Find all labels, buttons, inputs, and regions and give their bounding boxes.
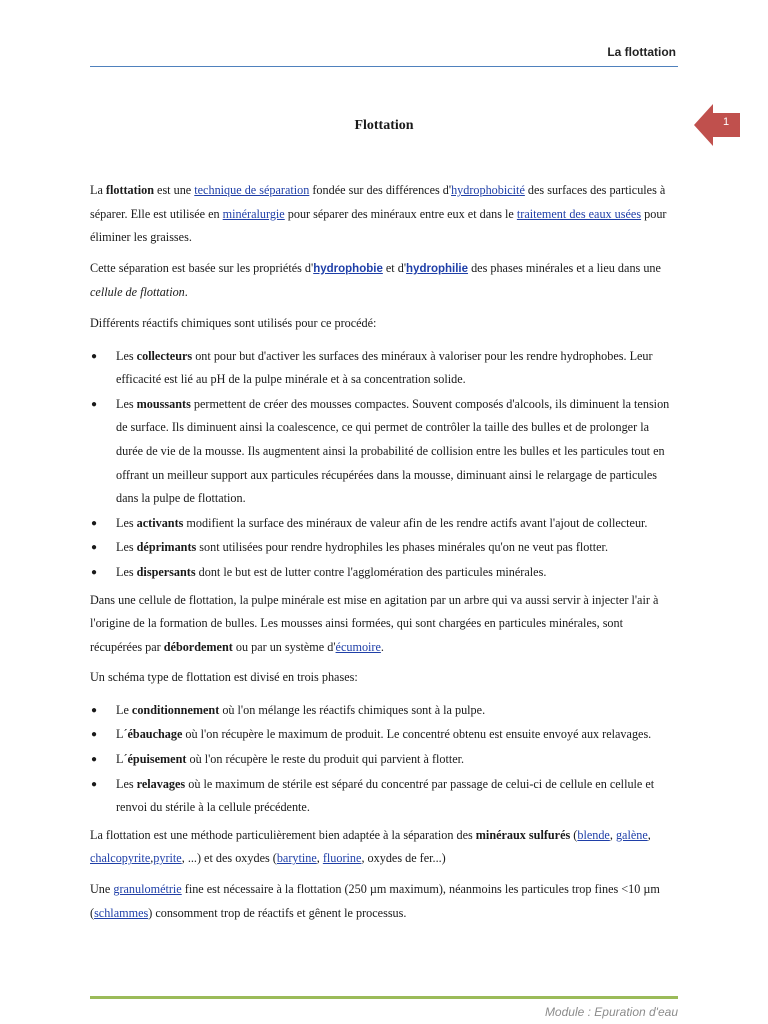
link-galene[interactable]: galène: [615, 827, 648, 842]
bullet-icon: ●: [91, 398, 98, 410]
link-hydrophobie[interactable]: hydrophobie: [313, 262, 383, 275]
link-pyrite[interactable]: pyrite: [153, 851, 182, 866]
reactif-item: ● Les activants modifient la surface des minéraux de valeur afin de les rendre actifs avant l'ajout de collecteur.: [90, 512, 678, 536]
page-number: 1: [722, 116, 730, 128]
phase-item: ● Les relavages où le maximum de stérile est séparé du concentré par passage de celui-ci de cellule en cellule et renvoi du stérile à la cellule précédente.: [90, 773, 678, 820]
link-traitement-eaux-usees[interactable]: traitement des eaux usées: [516, 206, 642, 221]
link-fluorine[interactable]: fluorine: [322, 851, 362, 866]
link-blende[interactable]: blende: [577, 827, 610, 842]
phase-item: ● L´épuisement où l'on récupère le reste du produit qui parvient à flotter.: [90, 748, 678, 772]
bullet-icon: ●: [91, 704, 98, 716]
bullet-icon: ●: [91, 517, 98, 529]
reactif-item: ● Les moussants permettent de créer des mousses compactes. Souvent composés d'alcools, ils diminuent la tension de surface. Ils diminuent ainsi la coalescence, ce qui permet de contrôler la taille des bulles et de prolonger la durée de vie de la mousse. Ils augmentent ainsi la probabilité de collision entre les bulles et les particules tout en offrant un meilleur support aux particules récupérées dans la mousse, diminuant ainsi le relargage de particules dans la pulpe de flottation.: [90, 393, 678, 511]
phase-item: ● L´ébauchage où l'on récupère le maximum de produit. Le concentré obtenu est ensuite envoyé aux relavages.: [90, 723, 678, 747]
bullet-icon: ●: [91, 754, 98, 766]
running-header: La flottation: [607, 45, 676, 59]
granulometrie-paragraph: Une granulométrie fine est nécessaire à la flottation (250 µm maximum), néanmoins les particules trop fines <10 µm (schlammes) consomment trop de réactifs et gênent le processus.: [90, 882, 660, 920]
mineraux-paragraph: La flottation est une méthode particulièrement bien adaptée à la séparation des minéraux sulfurés (blende, galène, chalcopyrite,pyrite, ...) et des oxydes (barytine, fluorine, oxydes de fer...): [90, 827, 651, 866]
phases-intro: Un schéma type de flottation est divisé en trois phases:: [90, 670, 358, 685]
cellule-paragraph: Dans une cellule de flottation, la pulpe minérale est mise en agitation par un arbre qui va aussi servir à injecter l'air à l'origine de la formation de bulles. Les mousses ainsi formées, qui sont chargées en particules minérales, sont récupérées par débordement ou par un système d'écumoire.: [90, 592, 659, 654]
phase-item: ● Le conditionnement où l'on mélange les réactifs chimiques sont à la pulpe.: [90, 699, 678, 723]
header-rule: [90, 66, 678, 67]
reactif-item: ● Les déprimants sont utilisées pour rendre hydrophiles les phases minérales qu'on ne veut pas flotter.: [90, 536, 678, 560]
footer-rule: [90, 996, 678, 999]
document-body: [90, 179, 678, 932]
bullet-icon: ●: [91, 350, 98, 362]
link-barytine[interactable]: barytine: [276, 851, 317, 866]
link-technique-separation[interactable]: technique de séparation: [194, 183, 310, 197]
link-ecumoire[interactable]: écumoire: [335, 639, 381, 654]
reactif-item: ● Les dispersants dont le but est de lutter contre l'agglomération des particules minérales.: [90, 561, 678, 585]
intro-paragraph: La flottation est une technique de séparation fondée sur des différences d'hydrophobicité des surfaces des particules à séparer. Elle est utilisée en minéralurgie pour séparer des minéraux entre eux et dans le traitement des eaux usées pour éliminer les graisses.: [90, 183, 667, 245]
reactifs-intro: Différents réactifs chimiques sont utilisés pour ce procédé:: [90, 315, 377, 330]
reactif-item: ● Les collecteurs ont pour but d'activer les surfaces des minéraux à valoriser pour les rendre hydrophobes. Leur efficacité est lié au pH de la pulpe minérale et à sa concentration solide.: [90, 345, 678, 392]
bullet-icon: ●: [91, 566, 98, 578]
link-granulometrie[interactable]: granulométrie: [113, 882, 182, 897]
bullet-icon: ●: [91, 729, 98, 741]
running-footer: Module : Epuration d'eau: [544, 1005, 678, 1019]
link-hydrophilie[interactable]: hydrophilie: [406, 262, 469, 275]
page-title: Flottation: [354, 118, 414, 133]
bullet-icon: ●: [91, 542, 98, 554]
phases-list: [90, 699, 678, 820]
link-schlammes[interactable]: schlammes: [94, 905, 149, 920]
link-chalcopyrite[interactable]: chalcopyrite: [90, 851, 151, 866]
link-hydrophobicite[interactable]: hydrophobicité: [451, 183, 525, 197]
bullet-icon: ●: [91, 778, 98, 790]
link-mineralurgie[interactable]: minéralurgie: [222, 206, 285, 221]
page-number-badge: [694, 104, 740, 146]
reactifs-list: [90, 345, 678, 585]
properties-paragraph: Cette séparation est basée sur les propriétés d'hydrophobie et d'hydrophilie des phases minérales et a lieu dans une cellule de flottation.: [90, 260, 661, 300]
